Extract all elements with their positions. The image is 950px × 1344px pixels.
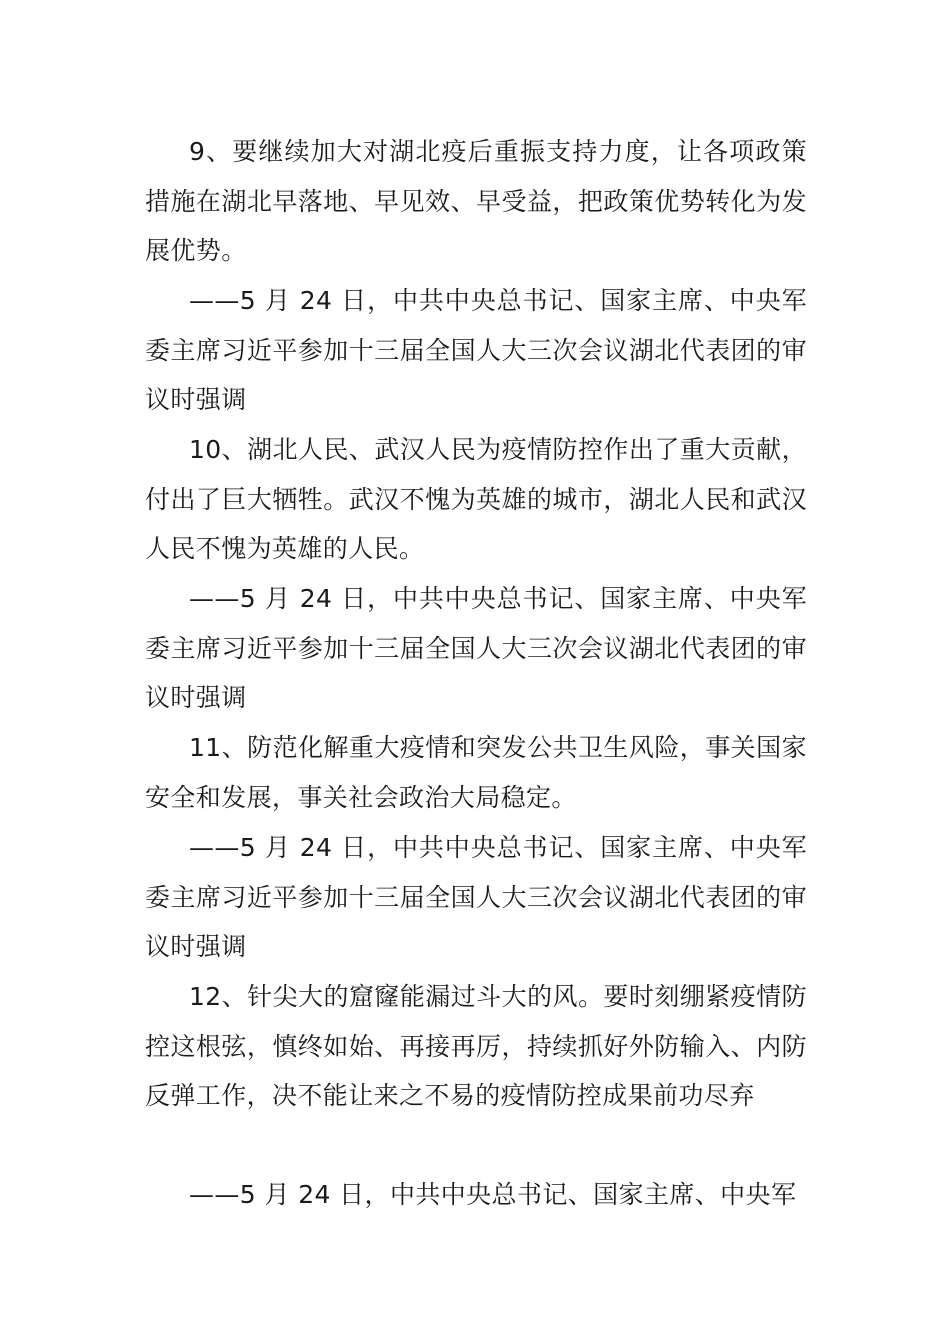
- attribution-paragraph-10: ——5 月 24 日，中共中央总书记、国家主席、中央军委主席习近平参加十三届全国人大三次会议湖北代表团的审议时强调: [145, 584, 807, 712]
- attribution-paragraph-11: ——5 月 24 日，中共中央总书记、国家主席、中央军委主席习近平参加十三届全国人大三次会议湖北代表团的审议时强调: [145, 833, 807, 961]
- paragraph-9: 9、要继续加大对湖北疫后重振支持力度，让各项政策措施在湖北早落地、早见效、早受益，把政策优势转化为发展优势。: [145, 137, 807, 265]
- attribution-paragraph-9: ——5 月 24 日，中共中央总书记、国家主席、中央军委主席习近平参加十三届全国人大三次会议湖北代表团的审议时强调: [145, 286, 807, 414]
- paragraph-12: 12、针尖大的窟窿能漏过斗大的风。要时刻绷紧疫情防控这根弦，慎终如始、再接再厉，持续抓好外防输入、内防反弹工作，决不能让来之不易的疫情防控成果前功尽弃: [145, 982, 807, 1110]
- paragraph-11: 11、防范化解重大疫情和突发公共卫生风险，事关国家安全和发展，事关社会政治大局稳定。: [145, 733, 807, 812]
- attribution-paragraph-12: ——5 月 24 日，中共中央总书记、国家主席、中央军: [189, 1180, 797, 1209]
- paragraph-10: 10、湖北人民、武汉人民为疫情防控作出了重大贡献，付出了巨大牺牲。武汉不愧为英雄的城市，湖北人民和武汉人民不愧为英雄的人民。: [145, 435, 807, 563]
